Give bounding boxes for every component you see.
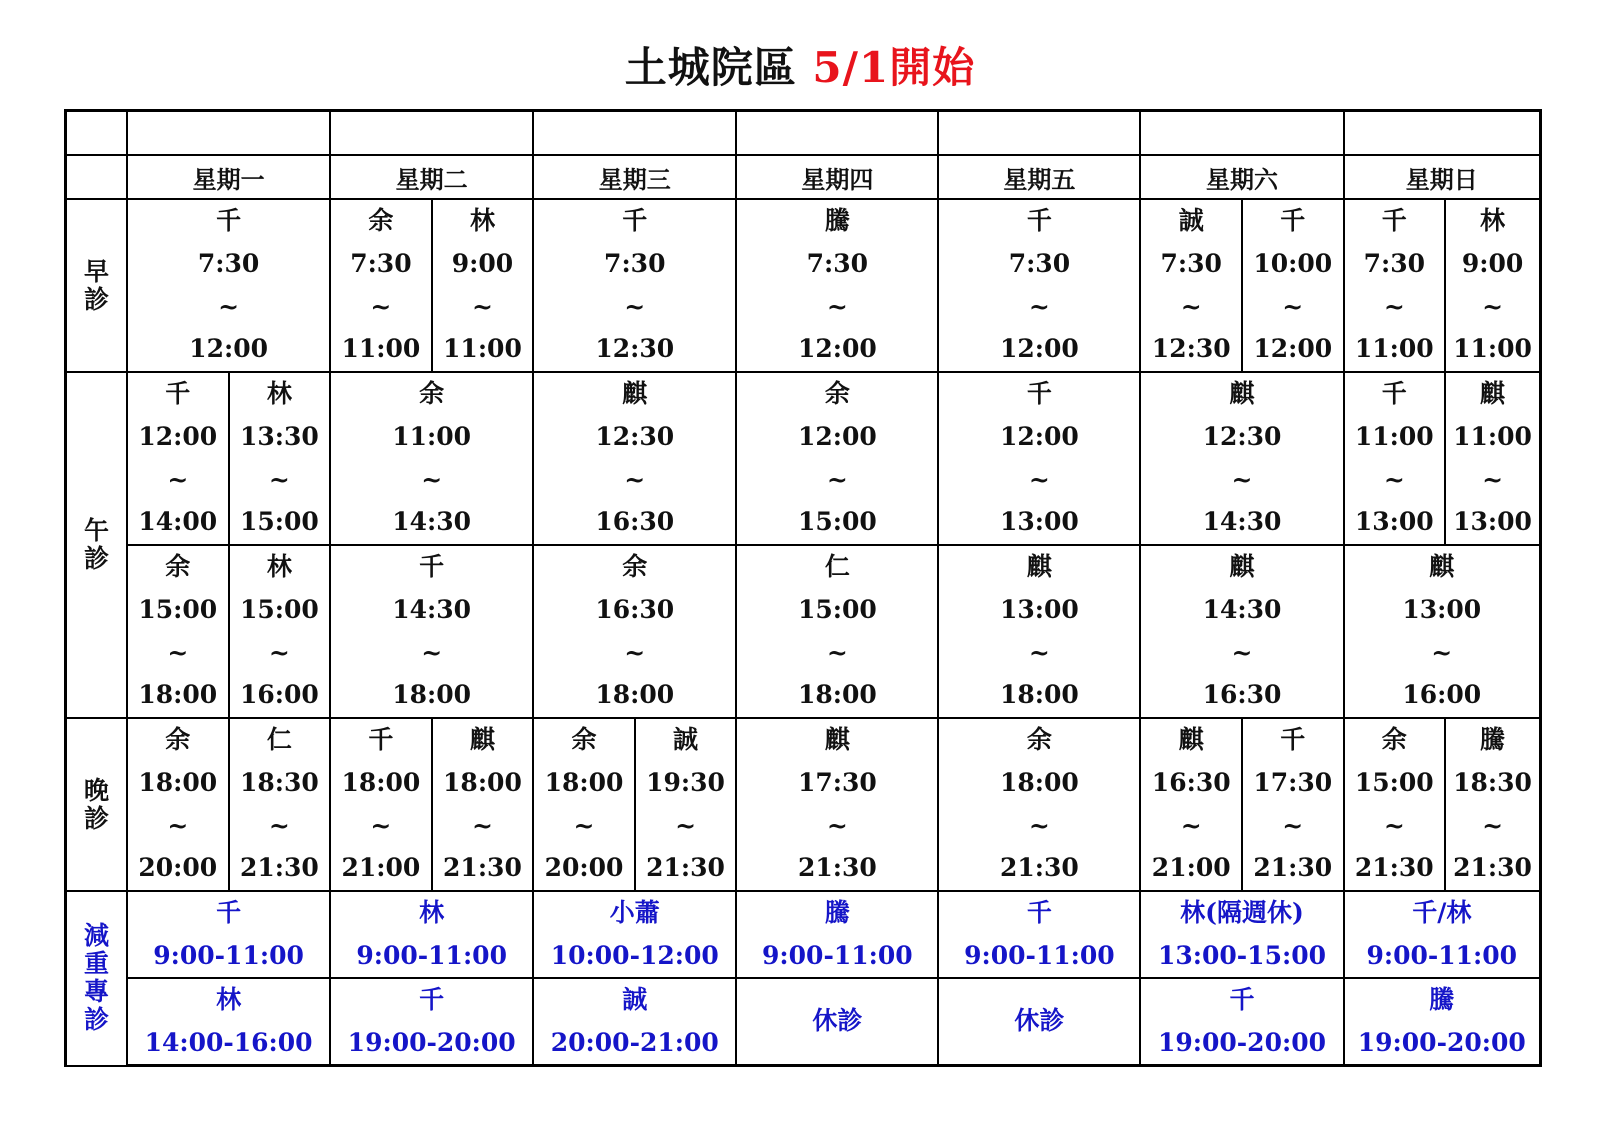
doctor-name: 騰 bbox=[1429, 985, 1455, 1014]
shift-cell bbox=[736, 545, 938, 718]
start-time: 7:30 bbox=[197, 248, 260, 278]
shift-cell bbox=[736, 199, 938, 372]
end-time: 16:00 bbox=[239, 680, 319, 710]
doctor-name: 麒 bbox=[1178, 725, 1204, 754]
category-evening bbox=[66, 718, 128, 891]
end-time: 12:00 bbox=[797, 334, 877, 364]
time-range: 19:00-20:00 bbox=[1157, 1027, 1326, 1057]
start-time: 7:30 bbox=[1363, 248, 1426, 278]
end-time: 11:00 bbox=[443, 334, 522, 364]
time-range-tilde: ~ bbox=[268, 637, 290, 667]
time-range-tilde: ~ bbox=[1028, 464, 1050, 494]
doctor-name: 林 bbox=[266, 379, 292, 408]
end-time: 21:00 bbox=[341, 853, 421, 883]
shift-cell bbox=[1344, 718, 1446, 891]
category-char: 重 bbox=[84, 949, 110, 979]
time-range-tilde: ~ bbox=[573, 810, 595, 840]
start-time: 12:30 bbox=[595, 421, 675, 451]
start-time: 13:30 bbox=[239, 421, 319, 451]
weight-loss-cell bbox=[533, 891, 736, 978]
start-time: 17:30 bbox=[797, 767, 877, 797]
shift-cell bbox=[127, 372, 229, 545]
shift-cell bbox=[938, 199, 1140, 372]
time-range-tilde: ~ bbox=[1282, 291, 1304, 321]
end-time: 20:00 bbox=[138, 853, 218, 883]
shift-cell bbox=[533, 545, 736, 718]
blank-header-cell bbox=[1140, 111, 1343, 156]
end-time: 21:30 bbox=[646, 853, 725, 883]
time-range-tilde: ~ bbox=[624, 291, 646, 321]
time-range-tilde: ~ bbox=[167, 810, 189, 840]
start-time: 15:00 bbox=[797, 594, 877, 624]
end-time: 13:00 bbox=[1354, 507, 1434, 537]
doctor-name: 千 bbox=[216, 898, 242, 927]
doctor-name: 騰 bbox=[1480, 725, 1506, 754]
shift-cell bbox=[229, 545, 331, 718]
time-range-tilde: ~ bbox=[471, 291, 493, 321]
doctor-name: 千 bbox=[216, 206, 242, 235]
title-start-date: 5/1開始 bbox=[812, 43, 976, 92]
start-time: 12:00 bbox=[797, 421, 877, 451]
doctor-name: 誠 bbox=[622, 985, 648, 1014]
weight-loss-cell bbox=[330, 891, 533, 978]
end-time: 12:00 bbox=[1000, 334, 1079, 364]
shift-cell bbox=[533, 372, 736, 545]
blank-header-cell bbox=[1344, 111, 1541, 156]
start-time: 18:00 bbox=[138, 767, 218, 797]
clinic-schedule-table bbox=[64, 109, 1542, 1067]
doctor-name: 麒 bbox=[1229, 552, 1255, 581]
doctor-name: 余 bbox=[824, 379, 850, 408]
start-time: 7:30 bbox=[604, 248, 666, 278]
category-char: 早 bbox=[84, 256, 110, 286]
doctor-name: 千 bbox=[1026, 206, 1052, 235]
shift-cell bbox=[1140, 545, 1343, 718]
blank-header-cell bbox=[736, 111, 938, 156]
start-time: 11:00 bbox=[392, 421, 472, 451]
end-time: 21:30 bbox=[1354, 853, 1434, 883]
end-time: 21:30 bbox=[1453, 853, 1532, 883]
start-time: 12:00 bbox=[138, 421, 218, 451]
doctor-name: 余 bbox=[419, 379, 445, 408]
start-time: 13:00 bbox=[1402, 594, 1482, 624]
shift-cell bbox=[127, 545, 229, 718]
time-range-tilde: ~ bbox=[268, 464, 290, 494]
weight-loss-cell bbox=[1140, 891, 1343, 978]
start-time: 14:30 bbox=[392, 594, 472, 624]
doctor-name: 千/林 bbox=[1412, 898, 1472, 927]
start-time: 17:30 bbox=[1253, 767, 1333, 797]
doctor-name: 麒 bbox=[622, 379, 648, 408]
blank-header-cell bbox=[533, 111, 736, 156]
day-header: 星期六 bbox=[1140, 155, 1343, 199]
doctor-name: 林 bbox=[1480, 206, 1506, 235]
shift-cell bbox=[1344, 199, 1446, 372]
doctor-name: 騰 bbox=[824, 206, 850, 235]
time-range: 9:00-11:00 bbox=[1366, 940, 1518, 970]
time-range-tilde: ~ bbox=[370, 291, 392, 321]
doctor-name: 余 bbox=[1381, 725, 1407, 754]
start-time: 13:00 bbox=[1000, 594, 1079, 624]
weight-loss-cell bbox=[736, 891, 938, 978]
doctor-name: 林 bbox=[469, 206, 495, 235]
doctor-name: 余 bbox=[571, 725, 597, 754]
time-range: 9:00-11:00 bbox=[356, 940, 507, 970]
shift-cell bbox=[1140, 718, 1242, 891]
doctor-name: 林 bbox=[266, 552, 292, 581]
doctor-name: 騰 bbox=[824, 898, 850, 927]
end-time: 21:30 bbox=[1000, 853, 1079, 883]
end-time: 13:00 bbox=[1453, 507, 1532, 537]
doctor-name: 千 bbox=[1381, 379, 1407, 408]
shift-cell bbox=[938, 718, 1140, 891]
doctor-name: 林 bbox=[419, 898, 445, 927]
start-time: 7:30 bbox=[350, 248, 412, 278]
time-range-tilde: ~ bbox=[370, 810, 392, 840]
start-time: 14:30 bbox=[1202, 594, 1282, 624]
end-time: 21:30 bbox=[239, 853, 319, 883]
shift-cell bbox=[432, 199, 534, 372]
start-time: 18:00 bbox=[443, 767, 522, 797]
start-time: 7:30 bbox=[806, 248, 869, 278]
doctor-name: 麒 bbox=[1229, 379, 1255, 408]
category-weight-loss bbox=[66, 891, 128, 1066]
shift-cell bbox=[330, 718, 432, 891]
category-char: 減 bbox=[84, 921, 110, 951]
end-time: 11:00 bbox=[341, 334, 421, 364]
start-time: 18:00 bbox=[341, 767, 421, 797]
end-time: 11:00 bbox=[1453, 334, 1532, 364]
category-char: 晚 bbox=[84, 775, 110, 805]
end-time: 15:00 bbox=[797, 507, 877, 537]
doctor-name: 仁 bbox=[266, 725, 292, 754]
doctor-name: 千 bbox=[1381, 206, 1407, 235]
doctor-name: 千 bbox=[622, 206, 648, 235]
category-char: 診 bbox=[84, 1005, 110, 1035]
time-range-tilde: ~ bbox=[421, 637, 443, 667]
time-range-tilde: ~ bbox=[218, 291, 240, 321]
start-time: 18:30 bbox=[239, 767, 319, 797]
weight-loss-cell bbox=[1344, 978, 1541, 1066]
doctor-name: 誠 bbox=[1178, 206, 1204, 235]
end-time: 18:00 bbox=[392, 680, 472, 710]
category-char: 診 bbox=[84, 284, 110, 314]
doctor-name: 仁 bbox=[824, 552, 850, 581]
shift-cell bbox=[1445, 372, 1540, 545]
end-time: 21:00 bbox=[1151, 853, 1231, 883]
blank-header-cell bbox=[330, 111, 533, 156]
page-title bbox=[0, 38, 1600, 98]
start-time: 15:00 bbox=[1354, 767, 1434, 797]
doctor-name: 余 bbox=[368, 206, 394, 235]
shift-cell bbox=[635, 718, 737, 891]
time-range: 19:00-20:00 bbox=[347, 1027, 516, 1057]
start-time: 18:00 bbox=[1000, 767, 1079, 797]
shift-cell bbox=[127, 718, 229, 891]
shift-cell bbox=[330, 199, 432, 372]
end-time: 21:30 bbox=[797, 853, 877, 883]
doctor-name: 千 bbox=[1026, 898, 1052, 927]
corner-cell bbox=[66, 155, 128, 199]
time-range-tilde: ~ bbox=[624, 464, 646, 494]
day-header: 星期五 bbox=[938, 155, 1140, 199]
end-time: 20:00 bbox=[544, 853, 624, 883]
doctor-name: 千 bbox=[419, 985, 445, 1014]
weight-loss-cell bbox=[127, 891, 330, 978]
time-range: 19:00-20:00 bbox=[1357, 1027, 1526, 1057]
doctor-name: 麒 bbox=[1026, 552, 1052, 581]
time-range-tilde: ~ bbox=[1028, 291, 1050, 321]
start-time: 7:30 bbox=[1008, 248, 1071, 278]
time-range: 20:00-21:00 bbox=[550, 1027, 719, 1057]
end-time: 18:00 bbox=[1000, 680, 1079, 710]
shift-cell bbox=[736, 372, 938, 545]
time-range-tilde: ~ bbox=[1028, 637, 1050, 667]
shift-cell bbox=[432, 718, 534, 891]
weight-loss-cell bbox=[938, 891, 1140, 978]
end-time: 12:30 bbox=[1151, 334, 1231, 364]
doctor-name: 誠 bbox=[673, 725, 699, 754]
time-range-tilde: ~ bbox=[1231, 637, 1253, 667]
time-range-tilde: ~ bbox=[1180, 810, 1202, 840]
start-time: 11:00 bbox=[1354, 421, 1434, 451]
doctor-name: 余 bbox=[1026, 725, 1052, 754]
time-range-tilde: ~ bbox=[421, 464, 443, 494]
day-header: 星期日 bbox=[1344, 155, 1541, 199]
time-range-tilde: ~ bbox=[1482, 464, 1504, 494]
time-range-tilde: ~ bbox=[1282, 810, 1304, 840]
end-time: 16:00 bbox=[1402, 680, 1482, 710]
time-range-tilde: ~ bbox=[1028, 810, 1050, 840]
shift-cell bbox=[229, 372, 331, 545]
doctor-name: 麒 bbox=[1480, 379, 1506, 408]
weight-loss-cell bbox=[1344, 891, 1541, 978]
weight-loss-cell bbox=[533, 978, 736, 1066]
shift-cell bbox=[533, 718, 635, 891]
time-range-tilde: ~ bbox=[826, 464, 848, 494]
doctor-name: 麒 bbox=[1429, 552, 1455, 581]
category-morning bbox=[66, 199, 128, 372]
shift-cell bbox=[1344, 545, 1541, 718]
weight-loss-cell bbox=[330, 978, 533, 1066]
shift-cell bbox=[533, 199, 736, 372]
end-time: 21:30 bbox=[1253, 853, 1333, 883]
time-range: 14:00-16:00 bbox=[144, 1027, 313, 1057]
time-range: 10:00-12:00 bbox=[550, 940, 719, 970]
end-time: 18:00 bbox=[138, 680, 218, 710]
start-time: 7:30 bbox=[1160, 248, 1222, 278]
start-time: 10:00 bbox=[1253, 248, 1333, 278]
shift-cell bbox=[330, 372, 533, 545]
start-time: 16:30 bbox=[595, 594, 675, 624]
time-range: 9:00-11:00 bbox=[964, 940, 1115, 970]
end-time: 14:00 bbox=[138, 507, 218, 537]
start-time: 9:00 bbox=[451, 248, 514, 278]
time-range-tilde: ~ bbox=[1383, 464, 1405, 494]
weight-loss-cell bbox=[736, 978, 938, 1066]
time-range-tilde: ~ bbox=[1231, 464, 1253, 494]
doctor-name: 千 bbox=[1026, 379, 1052, 408]
doctor-name: 余 bbox=[622, 552, 648, 581]
shift-cell bbox=[1242, 199, 1344, 372]
shift-cell bbox=[938, 545, 1140, 718]
time-range-tilde: ~ bbox=[675, 810, 697, 840]
time-range-tilde: ~ bbox=[826, 637, 848, 667]
blank-header-cell bbox=[127, 111, 330, 156]
doctor-name: 休診 bbox=[1014, 1006, 1065, 1036]
time-range-tilde: ~ bbox=[1482, 291, 1504, 321]
time-range-tilde: ~ bbox=[268, 810, 290, 840]
shift-cell bbox=[1140, 199, 1242, 372]
end-time: 18:00 bbox=[595, 680, 675, 710]
time-range-tilde: ~ bbox=[167, 637, 189, 667]
day-header: 星期四 bbox=[736, 155, 938, 199]
shift-cell bbox=[1445, 199, 1540, 372]
weight-loss-cell bbox=[1140, 978, 1343, 1066]
category-char: 診 bbox=[84, 544, 110, 573]
day-header: 星期二 bbox=[330, 155, 533, 199]
doctor-name: 麒 bbox=[824, 725, 850, 754]
doctor-name: 千 bbox=[165, 379, 191, 408]
category-char: 午 bbox=[84, 516, 110, 545]
shift-cell bbox=[1344, 372, 1446, 545]
end-time: 12:00 bbox=[1253, 334, 1333, 364]
doctor-name: 千 bbox=[419, 552, 445, 581]
shift-cell bbox=[127, 199, 330, 372]
time-range-tilde: ~ bbox=[1383, 810, 1405, 840]
category-char: 專 bbox=[84, 977, 110, 1007]
start-time: 18:30 bbox=[1453, 767, 1532, 797]
time-range: 9:00-11:00 bbox=[762, 940, 913, 970]
weight-loss-cell bbox=[938, 978, 1140, 1066]
title-location: 土城院區 bbox=[624, 43, 813, 92]
shift-cell bbox=[229, 718, 331, 891]
doctor-name: 千 bbox=[1280, 206, 1306, 235]
end-time: 11:00 bbox=[1354, 334, 1434, 364]
start-time: 15:00 bbox=[138, 594, 218, 624]
shift-cell bbox=[1140, 372, 1343, 545]
end-time: 16:30 bbox=[1202, 680, 1282, 710]
doctor-name: 林 bbox=[216, 985, 242, 1014]
doctor-name: 林(隔週休) bbox=[1180, 898, 1304, 927]
start-time: 15:00 bbox=[239, 594, 319, 624]
doctor-name: 千 bbox=[1280, 725, 1306, 754]
shift-cell bbox=[736, 718, 938, 891]
shift-cell bbox=[330, 545, 533, 718]
end-time: 21:30 bbox=[443, 853, 522, 883]
end-time: 16:30 bbox=[595, 507, 675, 537]
time-range-tilde: ~ bbox=[826, 291, 848, 321]
doctor-name: 麒 bbox=[469, 725, 495, 754]
shift-cell bbox=[1242, 718, 1344, 891]
end-time: 14:30 bbox=[1202, 507, 1282, 537]
time-range-tilde: ~ bbox=[1180, 291, 1202, 321]
time-range-tilde: ~ bbox=[471, 810, 493, 840]
time-range: 9:00-11:00 bbox=[153, 940, 304, 970]
time-range-tilde: ~ bbox=[1383, 291, 1405, 321]
doctor-name: 千 bbox=[1229, 985, 1255, 1014]
category-char: 診 bbox=[84, 803, 110, 833]
day-header: 星期一 bbox=[127, 155, 330, 199]
doctor-name: 千 bbox=[368, 725, 394, 754]
end-time: 14:30 bbox=[392, 507, 472, 537]
doctor-name: 余 bbox=[165, 725, 191, 754]
time-range-tilde: ~ bbox=[826, 810, 848, 840]
end-time: 13:00 bbox=[1000, 507, 1079, 537]
time-range-tilde: ~ bbox=[1482, 810, 1504, 840]
doctor-name: 休診 bbox=[812, 1006, 863, 1036]
time-range-tilde: ~ bbox=[624, 637, 646, 667]
weight-loss-cell bbox=[127, 978, 330, 1066]
time-range-tilde: ~ bbox=[167, 464, 189, 494]
category-afternoon bbox=[66, 372, 128, 718]
shift-cell bbox=[938, 372, 1140, 545]
blank-header-cell bbox=[938, 111, 1140, 156]
start-time: 12:00 bbox=[1000, 421, 1079, 451]
day-header: 星期三 bbox=[533, 155, 736, 199]
end-time: 12:30 bbox=[595, 334, 675, 364]
doctor-name: 小蕭 bbox=[609, 898, 660, 927]
end-time: 18:00 bbox=[797, 680, 877, 710]
start-time: 16:30 bbox=[1151, 767, 1231, 797]
doctor-name: 余 bbox=[165, 552, 191, 581]
time-range: 13:00-15:00 bbox=[1157, 940, 1326, 970]
start-time: 19:30 bbox=[646, 767, 725, 797]
corner-cell bbox=[66, 111, 128, 156]
end-time: 12:00 bbox=[189, 334, 268, 364]
shift-cell bbox=[1445, 718, 1540, 891]
start-time: 11:00 bbox=[1453, 421, 1532, 451]
start-time: 12:30 bbox=[1202, 421, 1282, 451]
start-time: 9:00 bbox=[1461, 248, 1524, 278]
time-range-tilde: ~ bbox=[1431, 637, 1453, 667]
start-time: 18:00 bbox=[544, 767, 624, 797]
end-time: 15:00 bbox=[239, 507, 319, 537]
